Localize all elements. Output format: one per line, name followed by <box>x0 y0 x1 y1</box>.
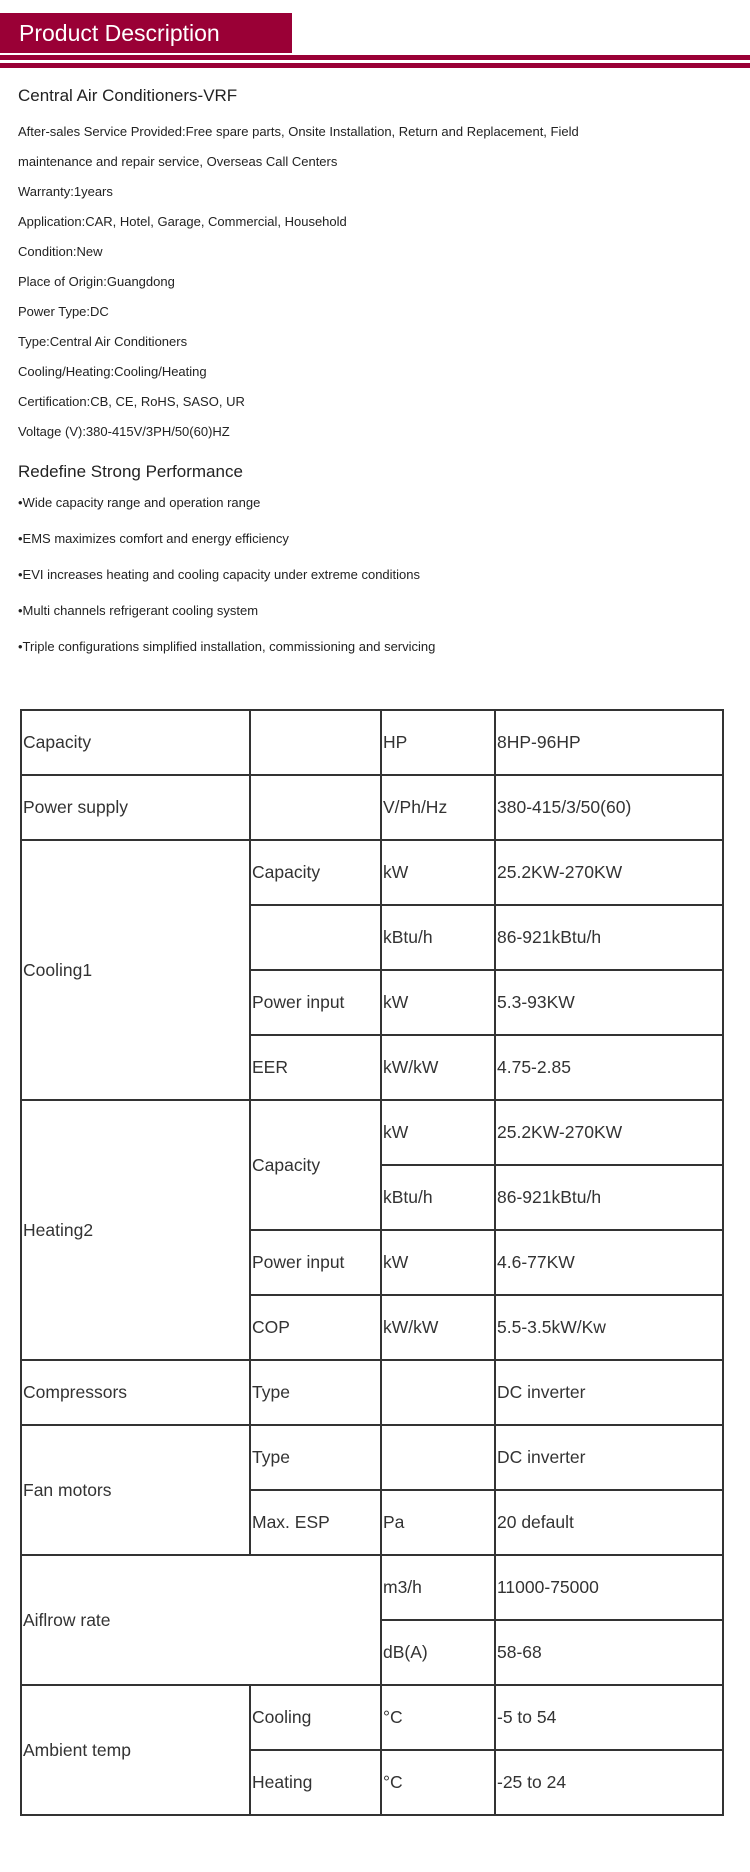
cell: 25.2KW-270KW <box>495 840 723 905</box>
feature-bullet: •Triple configurations simplified installation, commissioning and servicing <box>18 639 436 654</box>
spec-line: Voltage (V):380-415V/3PH/50(60)HZ <box>18 424 230 439</box>
cell: 8HP-96HP <box>495 710 723 775</box>
table-row <box>21 1555 723 1620</box>
divider <box>0 63 750 68</box>
cell <box>250 905 381 970</box>
table-row <box>21 1100 723 1165</box>
cell: 5.5-3.5kW/Kw <box>495 1295 723 1360</box>
cell: Ambient temp <box>21 1685 250 1815</box>
divider <box>0 55 750 60</box>
cell <box>250 775 381 840</box>
cell: Heating2 <box>21 1100 250 1360</box>
table-row <box>21 1685 723 1750</box>
performance-title: Redefine Strong Performance <box>18 462 243 481</box>
cell: Heating <box>250 1750 381 1815</box>
cell: Power input <box>250 970 381 1035</box>
cell: kW <box>381 970 495 1035</box>
cell: Max. ESP <box>250 1490 381 1555</box>
spec-line: Application:CAR, Hotel, Garage, Commercial, Household <box>18 214 347 229</box>
table-row <box>21 775 723 840</box>
cell: 4.6-77KW <box>495 1230 723 1295</box>
cell: Power input <box>250 1230 381 1295</box>
cell: °C <box>381 1750 495 1815</box>
spec-line: Power Type:DC <box>18 304 109 319</box>
cell: Power supply <box>21 775 250 840</box>
cell: dB(A) <box>381 1620 495 1685</box>
cell: -25 to 24 <box>495 1750 723 1815</box>
cell: Cooling1 <box>21 840 250 1100</box>
cell: Aiflrow rate <box>21 1555 381 1685</box>
cell: Capacity <box>250 1100 381 1230</box>
cell: 5.3-93KW <box>495 970 723 1035</box>
cell: HP <box>381 710 495 775</box>
cell: Type <box>250 1360 381 1425</box>
cell: 86-921kBtu/h <box>495 905 723 970</box>
cell: °C <box>381 1685 495 1750</box>
cell: Type <box>250 1425 381 1490</box>
cell: Capacity <box>21 710 250 775</box>
feature-bullet: •EVI increases heating and cooling capacity under extreme conditions <box>18 567 421 582</box>
cell: Pa <box>381 1490 495 1555</box>
cell: 25.2KW-270KW <box>495 1100 723 1165</box>
cell: Cooling <box>250 1685 381 1750</box>
cell: kBtu/h <box>381 905 495 970</box>
spec-line: After-sales Service Provided:Free spare parts, Onsite Installation, Return and Replacement, Field <box>18 124 579 139</box>
feature-bullet: •EMS maximizes comfort and energy efficiency <box>18 531 289 546</box>
cell <box>250 710 381 775</box>
spec-line: Condition:New <box>18 244 103 259</box>
cell <box>381 1425 495 1490</box>
spec-line: Cooling/Heating:Cooling/Heating <box>18 364 207 379</box>
cell: kW <box>381 1100 495 1165</box>
cell: Capacity <box>250 840 381 905</box>
cell: kW/kW <box>381 1035 495 1100</box>
cell: kW/kW <box>381 1295 495 1360</box>
table-row <box>21 840 723 905</box>
section-header: Product Description <box>0 13 292 53</box>
table-row <box>21 1360 723 1425</box>
spec-line: Warranty:1years <box>18 184 113 199</box>
cell: 4.75-2.85 <box>495 1035 723 1100</box>
cell: V/Ph/Hz <box>381 775 495 840</box>
cell: kW <box>381 1230 495 1295</box>
cell: -5 to 54 <box>495 1685 723 1750</box>
spec-line: Place of Origin:Guangdong <box>18 274 175 289</box>
cell: EER <box>250 1035 381 1100</box>
cell: DC inverter <box>495 1425 723 1490</box>
cell: 380-415/3/50(60) <box>495 775 723 840</box>
spec-line: maintenance and repair service, Overseas Call Centers <box>18 154 338 169</box>
spec-line: Certification:CB, CE, RoHS, SASO, UR <box>18 394 245 409</box>
table-row <box>21 1425 723 1490</box>
cell: 20 default <box>495 1490 723 1555</box>
cell: Fan motors <box>21 1425 250 1555</box>
cell: 11000-75000 <box>495 1555 723 1620</box>
cell: Compressors <box>21 1360 250 1425</box>
cell: m3/h <box>381 1555 495 1620</box>
cell: 58-68 <box>495 1620 723 1685</box>
spec-line: Type:Central Air Conditioners <box>18 334 188 349</box>
product-title: Central Air Conditioners-VRF <box>18 86 238 105</box>
table-row <box>21 710 723 775</box>
cell: kW <box>381 840 495 905</box>
cell <box>381 1360 495 1425</box>
feature-bullet: •Wide capacity range and operation range <box>18 495 261 510</box>
cell: 86-921kBtu/h <box>495 1165 723 1230</box>
cell: COP <box>250 1295 381 1360</box>
cell: kBtu/h <box>381 1165 495 1230</box>
feature-bullet: •Multi channels refrigerant cooling system <box>18 603 259 618</box>
cell: DC inverter <box>495 1360 723 1425</box>
spec-table <box>20 709 724 1816</box>
